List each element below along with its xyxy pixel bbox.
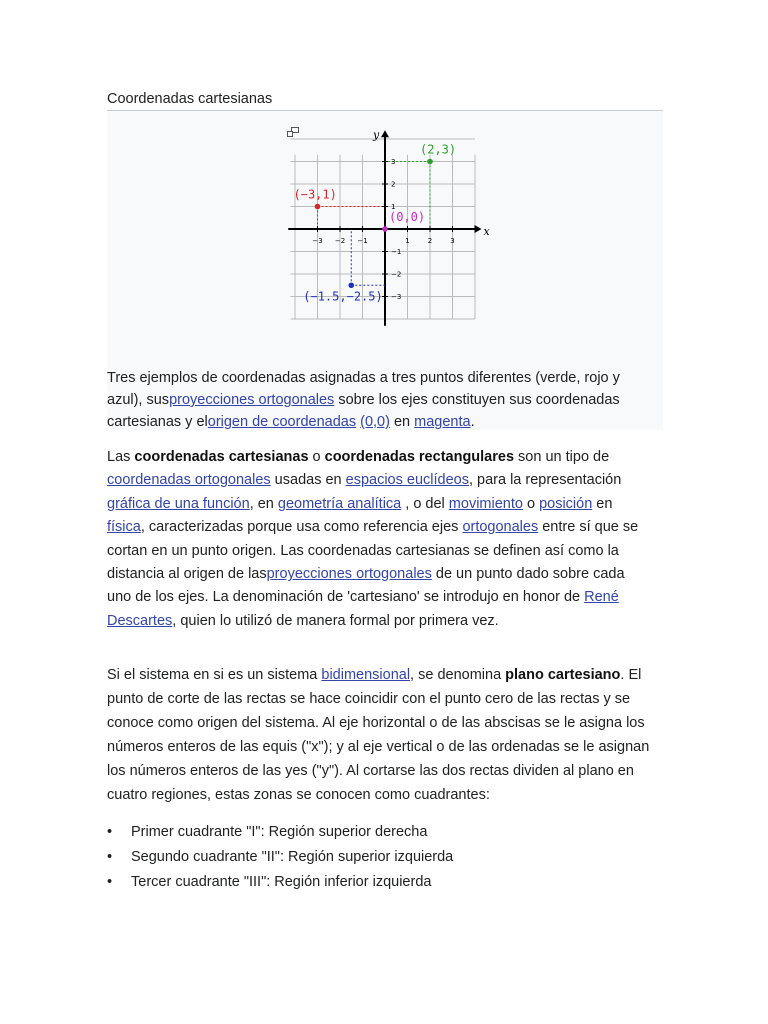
x-tick-label: −1: [357, 237, 368, 245]
list-item: • Primer cuadrante "I": Región superior derecha: [107, 820, 652, 845]
link-origen-de-coordenadas[interactable]: origen de coordenadas: [207, 414, 357, 430]
link-proyecciones-ortogonales-2[interactable]: proyecciones ortogonales: [266, 566, 432, 583]
point-label: (−3,1): [293, 187, 337, 202]
list-item: • Tercer cuadrante "III": Región inferior izquierda: [107, 870, 652, 895]
link-coordenadas-ortogonales[interactable]: coordenadas ortogonales: [107, 472, 271, 489]
figure-caption: Tres ejemplos de coordenadas asignadas a tres puntos diferentes (verde, rojo y azul), susproyecciones ortogonales sobre los ejes constituyen sus coordenadas cartesianas y elorigen de coordenadas (0,0) en magenta.: [107, 370, 620, 430]
link-fisica[interactable]: física: [107, 519, 141, 536]
list-item: • Segundo cuadrante "II": Región superior izquierda: [107, 845, 652, 870]
y-tick-label: −2: [391, 270, 402, 279]
enlarge-icon[interactable]: [287, 127, 299, 137]
data-point: [315, 204, 321, 210]
link-magenta[interactable]: magenta: [414, 414, 471, 430]
section-title: Coordenadas cartesianas: [107, 91, 663, 111]
point-label: (2,3): [420, 142, 457, 157]
link-grafica-de-una-funcion[interactable]: gráfica de una función: [107, 495, 250, 512]
y-tick-label: −1: [391, 248, 402, 256]
link-geometria-analitica[interactable]: geometría analítica: [277, 495, 402, 512]
y-tick-label: 1: [391, 203, 396, 211]
data-point: [382, 226, 388, 232]
point-label: (0,0): [389, 210, 426, 224]
x-tick-label: 3: [450, 237, 455, 245]
link-rene-descartes[interactable]: René Descartes: [107, 589, 619, 629]
link-movimiento[interactable]: movimiento: [448, 495, 523, 512]
point-label: (−1.5,−2.5): [303, 289, 383, 304]
x-tick-label: 2: [427, 237, 433, 245]
projection-lines: [318, 207, 386, 230]
x-axis-arrow: [475, 225, 482, 233]
cartesian-plot: [287, 127, 490, 332]
quadrant-list: [107, 820, 652, 895]
link-bidimensional[interactable]: bidimensional: [321, 667, 411, 683]
y-axis-arrow: [381, 130, 389, 137]
x-tick-label: 1: [405, 237, 410, 245]
data-point: [348, 282, 354, 288]
data-point: [427, 159, 433, 165]
y-axis-label: y: [373, 128, 380, 142]
y-tick-label: 3: [391, 158, 396, 166]
y-tick-label: 2: [391, 180, 396, 189]
paragraph-plano: Si el sistema en si es un sistema bidimensional, se denomina plano cartesiano. El punto de corte de las rectas se hace coincidir con el punto cero de las rectas y se conoce como origen del sistema. Al eje horizontal o de las abscisas se le asigna los números enteros de las equis ("x"); y al eje vertical o de las ordenadas se le asignan los números enteros de las yes ("y"). Al cortarse las dos rectas dividen al plano en cuatro regiones, estas zonas se conocen como cuadrantes:: [107, 667, 650, 803]
x-tick-label: −3: [312, 237, 323, 245]
paragraph-intro: Las coordenadas cartesianas o coordenadas rectangulares son un tipo de coordenadas ortogonales usadas en espacios euclídeos, para la representación gráfica de una función, en geometría analítica , o del movimiento o posición en física, caracterizadas porque usa como referencia ejes ortogonales entre sí que se cortan en un punto origen. Las coordenadas cartesianas se definen así como la distancia al origen de lasproyecciones ortogonales de un punto dado sobre cada uno de los ejes. La denominación de 'cartesiano' se introdujo en honor de René Descartes, quien lo utilizó de manera formal por primera vez.: [107, 449, 639, 629]
link-origin-point[interactable]: (0,0): [360, 414, 390, 430]
figure: [107, 111, 663, 430]
link-ortogonales[interactable]: ortogonales: [462, 519, 539, 536]
link-posicion[interactable]: posición: [539, 495, 593, 512]
link-espacios-euclideos[interactable]: espacios euclídeos: [345, 472, 469, 489]
y-tick-label: −3: [391, 293, 402, 301]
projection-lines: [351, 229, 385, 285]
link-proyecciones-ortogonales[interactable]: proyecciones ortogonales: [169, 392, 335, 408]
x-axis-label: x: [483, 225, 490, 238]
x-tick-label: −2: [334, 237, 346, 245]
